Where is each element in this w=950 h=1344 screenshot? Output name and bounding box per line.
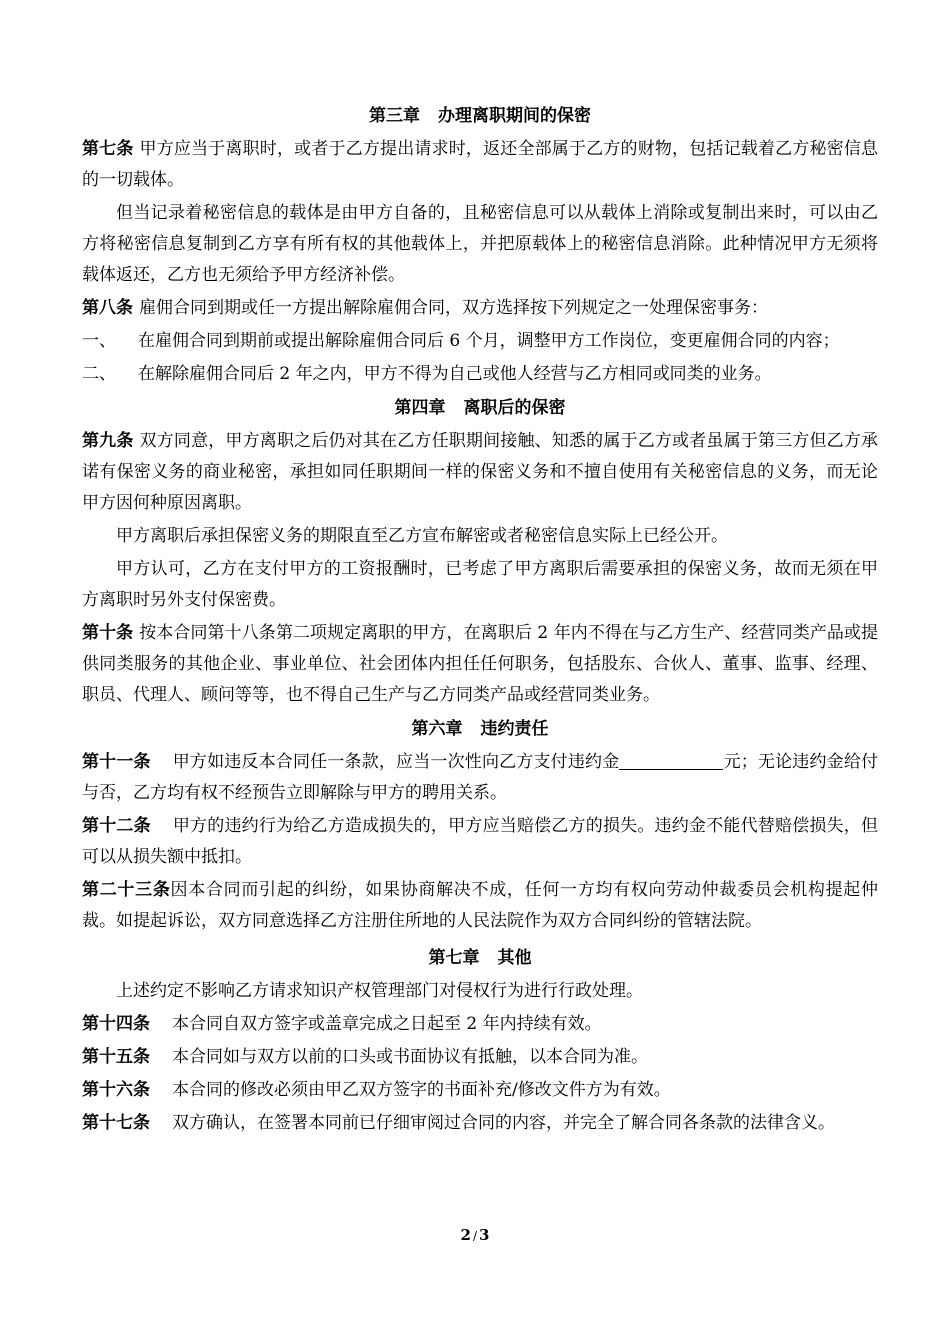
article-15: [82, 1042, 878, 1073]
chapter-number: 第三章: [369, 106, 420, 126]
page-separator: /: [472, 1229, 478, 1243]
article-10: [82, 618, 878, 711]
chapter-title: 办理离职期间的保密: [438, 106, 591, 126]
chapter-7-intro: 上述约定不影响乙方请求知识产权管理部门对侵权行为进行行政处理。: [116, 981, 643, 1001]
list-item: [82, 326, 878, 357]
article-label: 第八条: [82, 298, 133, 318]
article-text: 甲方应当于离职时，或者于乙方提出请求时，返还全部属于乙方的财物，包括记载着乙方秘密信息的一切载体。: [82, 139, 879, 190]
chapter-number: 第六章: [411, 719, 463, 739]
article-label: 第二十三条: [82, 880, 171, 900]
article-11: [82, 747, 878, 809]
article-label: 第十一条: [82, 752, 151, 772]
article-text: 因本合同而引起的纠纷，如果协商解决不成，任何一方均有权向劳动仲裁委员会机构提起仲裁。如提起诉讼，双方同意选择乙方注册住所地的人民法院作为双方合同纠纷的管辖法院。: [82, 880, 879, 931]
article-text-continued: 元；无论违约金给付与否，乙方均有权不经预告立即解除与甲方的聘用关系。: [82, 752, 879, 803]
article-text: 本合同的修改必须由甲乙双方签字的书面补充/修改文件方为有效。: [172, 1080, 671, 1100]
page-number: [0, 1226, 950, 1244]
article-9-paragraph-3: 甲方认可，乙方在支付甲方的工资报酬时，已考虑了甲方离职后需要承担的保密义务，故而无须在甲方离职时另外支付保密费。: [82, 559, 878, 610]
article-17: [82, 1108, 878, 1139]
article-label: 第十二条: [82, 816, 151, 836]
article-text: 甲方如违反本合同任一条款，应当一次性向乙方支付违约金: [172, 752, 620, 772]
chapter-title: 离职后的保密: [463, 398, 566, 418]
document-page: [82, 98, 878, 1141]
article-text: 本合同如与双方以前的口头或书面协议有抵触，以本合同为准。: [172, 1047, 648, 1067]
article-14: [82, 1009, 878, 1040]
list-item-number: 二、: [82, 364, 116, 384]
article-text: 本合同自双方签字或盖章完成之日起至 2 年内持续有效。: [172, 1014, 602, 1034]
article-label: 第十五条: [82, 1047, 150, 1067]
chapter-title: 违约责任: [480, 719, 549, 739]
article-text: 按本合同第十八条第二项规定离职的甲方，在离职后 2 年内不得在与乙方生产、经营同类产品或提供同类服务的其他企业、事业单位、社会团体内担任任何职务，包括股东、合伙人、董事、监事、经理、职员、代理人、顾问等等，也不得自己生产与乙方同类产品或经营同类业务。: [82, 623, 879, 705]
chapter-title: 其他: [497, 948, 532, 968]
chapter-7-heading: [82, 943, 878, 974]
article-7-paragraph-2: 但当记录着秘密信息的载体是由甲方自备的，且秘密信息可以从载体上消除或复制出来时，可以由乙方将秘密信息复制到乙方享有所有权的其他载体上，并把原载体上的秘密信息消除。此种情况甲方无须将载体返还，乙方也无须给予甲方经济补偿。: [82, 203, 878, 285]
article-label: 第十四条: [82, 1014, 150, 1034]
article-8: [82, 293, 878, 324]
article-text: 雇佣合同到期或任一方提出解除雇佣合同，双方选择按下列规定之一处理保密事务：: [139, 298, 768, 318]
article-23: [82, 875, 878, 937]
list-item: [82, 359, 878, 390]
chapter-3-heading: [82, 101, 878, 132]
article-label: 第十六条: [82, 1080, 150, 1100]
article-7: [82, 134, 878, 196]
article-label: 第十七条: [82, 1113, 150, 1133]
article-text: 甲方的违约行为给乙方造成损失的，甲方应当赔偿乙方的损失。违约金不能代替赔偿损失，但可以从损失额中抵扣。: [82, 816, 879, 867]
article-text: 双方同意，甲方离职之后仍对其在乙方任职期间接触、知悉的属于乙方或者虽属于第三方但乙方承诺有保密义务的商业秘密，承担如同任职期间一样的保密义务和不擅自使用有关秘密信息的义务，而无论甲方因何种原因离职。: [82, 431, 879, 513]
article-12: [82, 811, 878, 873]
list-item-text: 在解除雇佣合同后 2 年之内，甲方不得为自己或他人经营与乙方相同或同类的业务。: [138, 364, 772, 384]
current-page: 2: [460, 1226, 471, 1244]
article-label: 第十条: [82, 623, 134, 643]
chapter-6-heading: [82, 714, 878, 745]
article-9: [82, 426, 878, 519]
list-item-text: 在雇佣合同到期前或提出解除雇佣合同后 6 个月，调整甲方工作岗位，变更雇佣合同的内容；: [138, 331, 840, 351]
article-16: [82, 1075, 878, 1106]
article-9-paragraph-2: 甲方离职后承担保密义务的期限直至乙方宣布解密或者秘密信息实际上已经公开。: [116, 526, 728, 546]
amount-blank-line: [619, 751, 723, 770]
list-item-number: 一、: [82, 331, 116, 351]
chapter-number: 第七章: [428, 948, 480, 968]
total-pages: 3: [479, 1226, 490, 1244]
chapter-number: 第四章: [394, 398, 446, 418]
article-label: 第七条: [82, 139, 134, 159]
article-label: 第九条: [82, 431, 134, 451]
chapter-4-heading: [82, 393, 878, 424]
article-text: 双方确认，在签署本同前已仔细审阅过合同的内容，并完全了解合同各条款的法律含义。: [172, 1113, 835, 1133]
